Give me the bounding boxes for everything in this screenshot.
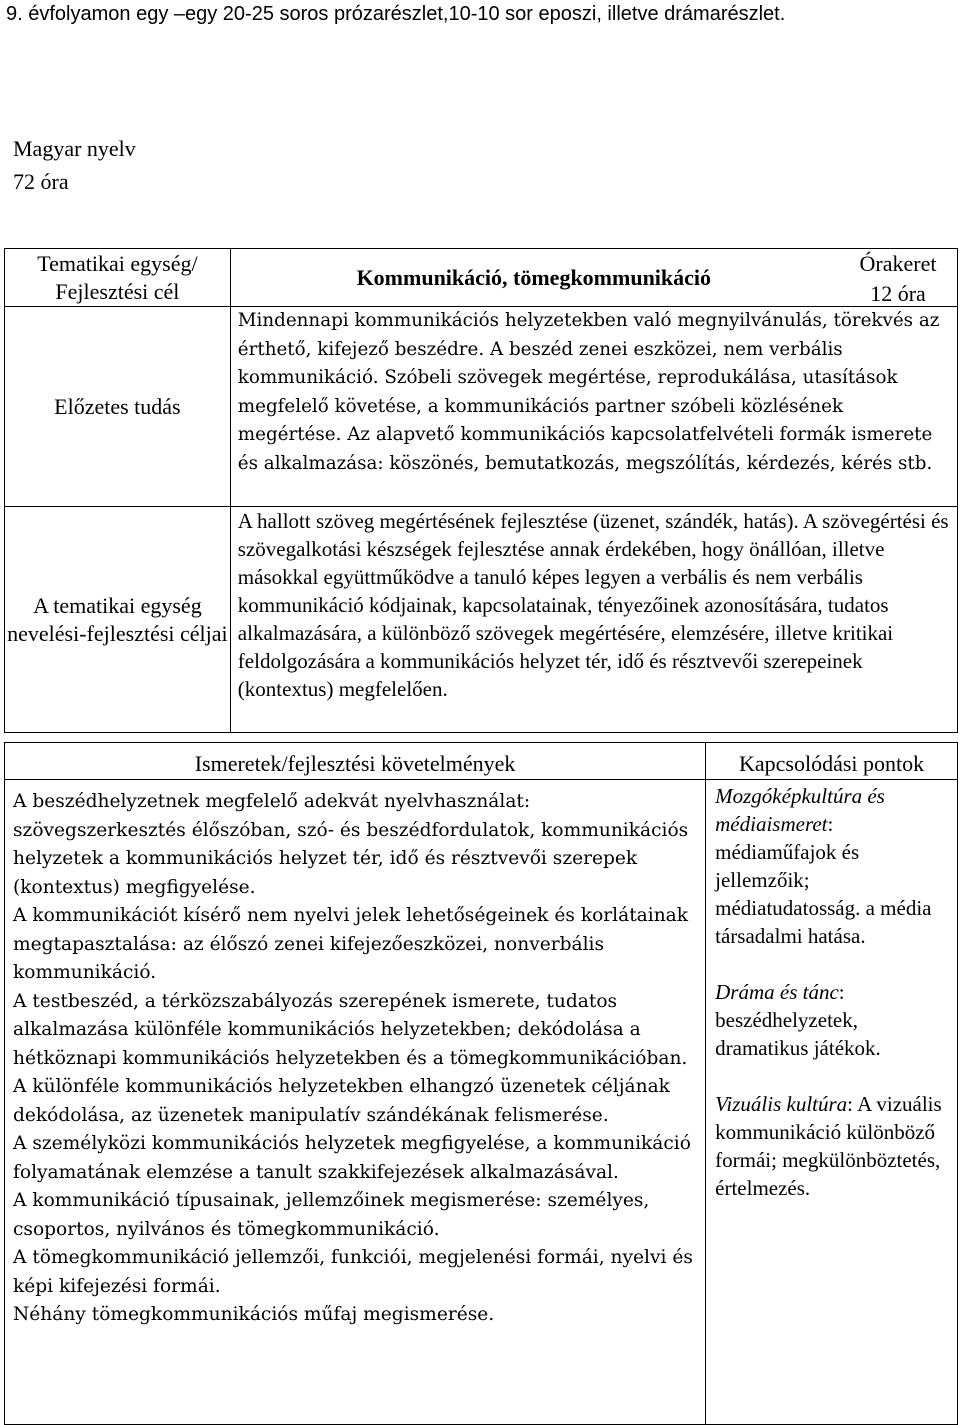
requirement-item: A kommunikáció típusainak, jellemzőinek megismerése: személyes, csoportos, nyilvános és tömegkommunikáció. (13, 1190, 650, 1240)
header-line: 9. évfolyamon egy –egy 20-25 soros prózarészlet,10-10 sor eposzi, illetve drámarészlet. (6, 3, 786, 25)
unit-title: Kommunikáció, tömegkommunikáció (356, 265, 712, 290)
subject-name: Magyar nyelv (13, 136, 136, 161)
requirement-item: A különféle kommunikációs helyzetekben elhangzó üzenetek céljának dekódolása, az üzenetek manipulatív szándékának felismerése. (13, 1076, 670, 1126)
connections-header: Kapcsolódási pontok (706, 743, 958, 780)
unit-table (4, 248, 958, 733)
connection-sep: : (847, 1092, 854, 1116)
connection-subject: Dráma és tánc (715, 980, 839, 1004)
orakeret-value: 12 óra (870, 281, 926, 306)
requirements-list (5, 780, 706, 1425)
connection-text: beszédhelyzetek, dramatikus játékok. (715, 1008, 881, 1060)
connection-item (715, 782, 951, 950)
connection-text: médiaműfajok és jellemzőik; médiatudatosság. a média társadalmi hatása. (715, 840, 932, 948)
connections-list (706, 780, 958, 1425)
connection-sep: : (838, 980, 845, 1004)
connection-sep: : (827, 812, 834, 836)
label-prior-knowledge: Előzetes tudás (5, 307, 231, 507)
unit-title-cell (230, 249, 957, 307)
requirement-item: A testbeszéd, a térközszabályozás szerepének ismerete, tudatos alkalmazása különféle kommunikációs helyzetekben; dekódolása a hétköznapi kommunikációs helyzetekben és a tömegkommunikációban. (13, 990, 688, 1069)
connection-subject: Mozgóképkultúra és médiaismeret (715, 784, 885, 836)
connection-item (715, 978, 951, 1062)
requirement-item: A személyközi kommunikációs helyzetek megfigyelése, a kommunikáció folyamatának elemzése a tanult szakkifejezések alkalmazásával. (13, 1133, 691, 1183)
orakeret-box (843, 249, 953, 309)
requirement-item: Néhány tömegkommunikációs műfaj megismerése. (13, 1304, 495, 1325)
subject-hours: 72 óra (13, 169, 69, 194)
requirement-item: A beszédhelyzetnek megfelelő adekvát nyelvhasználat: szövegszerkesztés élőszóban, szó- és beszédfordulatok, kommunikációs helyzetek a kommunikációs helyzet tér, idő és résztvevői szerepek (kontextus) megfigyelése. (13, 791, 689, 898)
requirements-header: Ismeretek/fejlesztési követelmények (5, 743, 706, 780)
orakeret-label: Órakeret (859, 251, 937, 276)
label-goals: A tematikai egység nevelési-fejlesztési céljai (5, 507, 231, 733)
goals-text: A hallott szöveg megértésének fejlesztése (üzenet, szándék, hatás). A szövegértési és szövegalkotási készségek fejlesztése annak érdekében, hogy önállóan, illetve másokkal együttműködve a tanuló képes legyen a verbális és nem verbális kommunikáció kódjainak, kapcsolatainak, tényezőinek azonosítására, tudatos alkalmazására, a különböző szövegek megértésére, elemzésére, illetve kritikai feldolgozására a kommunikációs helyzet tér, idő és résztvevői szerepeinek (kontextus) megfelelően. (230, 507, 957, 733)
subject-block (13, 132, 136, 198)
requirement-item: A kommunikációt kísérő nem nyelvi jelek lehetőségeinek és korlátainak megtapasztalása: az élőszó zenei kifejezőeszközei, nonverbális kommunikáció. (13, 905, 689, 983)
prior-knowledge-text: Mindennapi kommunikációs helyzetekben való megnyilvánulás, törekvés az érthető, kifejező beszédre. A beszéd zenei eszközei, nem verbális kommunikáció. Szóbeli szövegek megértése, reprodukálása, utasítások megfelelő követése, a kommunikációs partner szóbeli közlésének megértése. Az alapvető kommunikációs kapcsolatfelvételi formák ismerete és alkalmazása: köszönés, bemutatkozás, megszólítás, kérdezés, kérés stb. (230, 307, 957, 507)
connection-item (715, 1090, 951, 1202)
connection-subject: Vizuális kultúra (715, 1092, 848, 1116)
requirement-item: A tömegkommunikáció jellemzői, funkciói, megjelenési formái, nyelvi és képi kifejezési formái. (13, 1247, 693, 1297)
connection-text: A vizuális kommunikáció különböző formái; megkülönböztetés, értelmezés. (715, 1092, 942, 1200)
requirements-table (4, 742, 958, 1425)
label-thematic-unit: Tematikai egység/ Fejlesztési cél (5, 249, 231, 307)
